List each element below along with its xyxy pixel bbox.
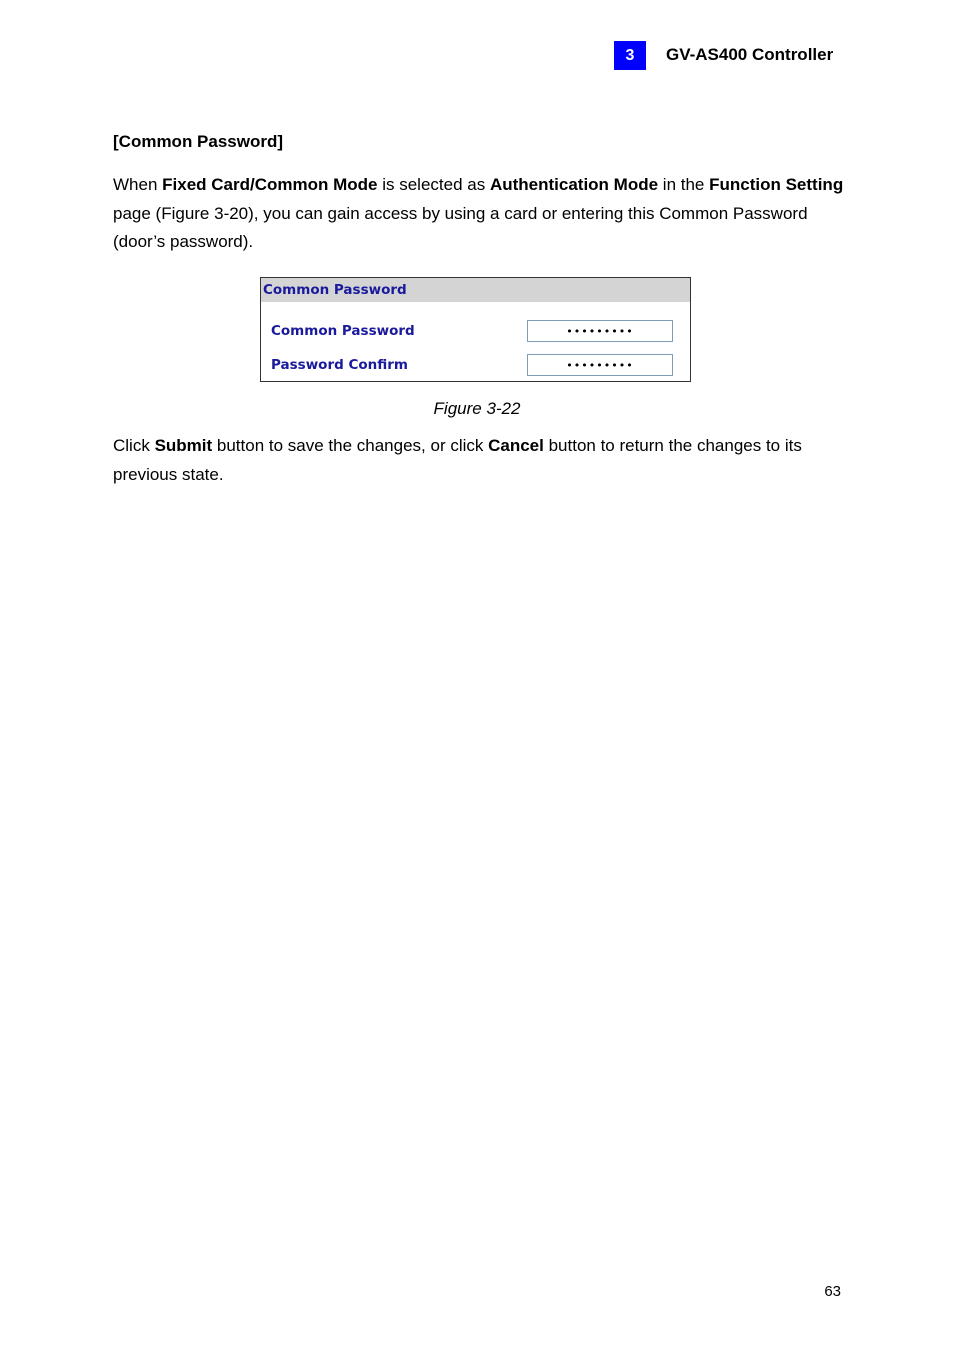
intro-text-3: in the	[658, 175, 710, 194]
figure-caption: Figure 3-22	[433, 399, 521, 418]
chapter-badge: 3	[614, 41, 646, 70]
intro-bold-authentication-mode: Authentication Mode	[489, 175, 659, 194]
instr-bold-cancel: Cancel	[488, 436, 544, 455]
intro-bold-fixed-card-mode: Fixed Card/Common Mode	[162, 175, 378, 194]
intro-bold-function-setting: Function Setting	[709, 175, 844, 194]
instr-text-1: Click	[113, 436, 155, 455]
instr-text-3: button to return the changes to its previous state.	[113, 436, 802, 484]
intro-paragraph	[113, 171, 853, 257]
common-password-label: Common Password	[271, 323, 415, 339]
password-confirm-row	[261, 353, 690, 377]
panel-title: Common Password	[261, 278, 690, 302]
password-confirm-input[interactable]	[527, 354, 673, 376]
intro-text-1: When	[113, 175, 163, 194]
header-title: GV-AS400 Controller	[666, 45, 834, 64]
section-heading: [Common Password]	[113, 132, 284, 151]
common-password-panel	[260, 277, 691, 382]
intro-text-4: page (Figure 3-20), you can gain access by using a card or entering this Common Password (door’s password).	[113, 203, 808, 251]
intro-text-2: is selected as	[377, 175, 490, 194]
common-password-row	[261, 319, 690, 343]
instr-text-2: button to save the changes, or click	[212, 436, 489, 455]
instructions-paragraph	[113, 432, 853, 489]
instr-bold-submit: Submit	[154, 436, 213, 455]
password-confirm-label: Password Confirm	[271, 357, 409, 373]
page-number: 63	[824, 1283, 841, 1300]
common-password-input[interactable]	[527, 320, 673, 342]
